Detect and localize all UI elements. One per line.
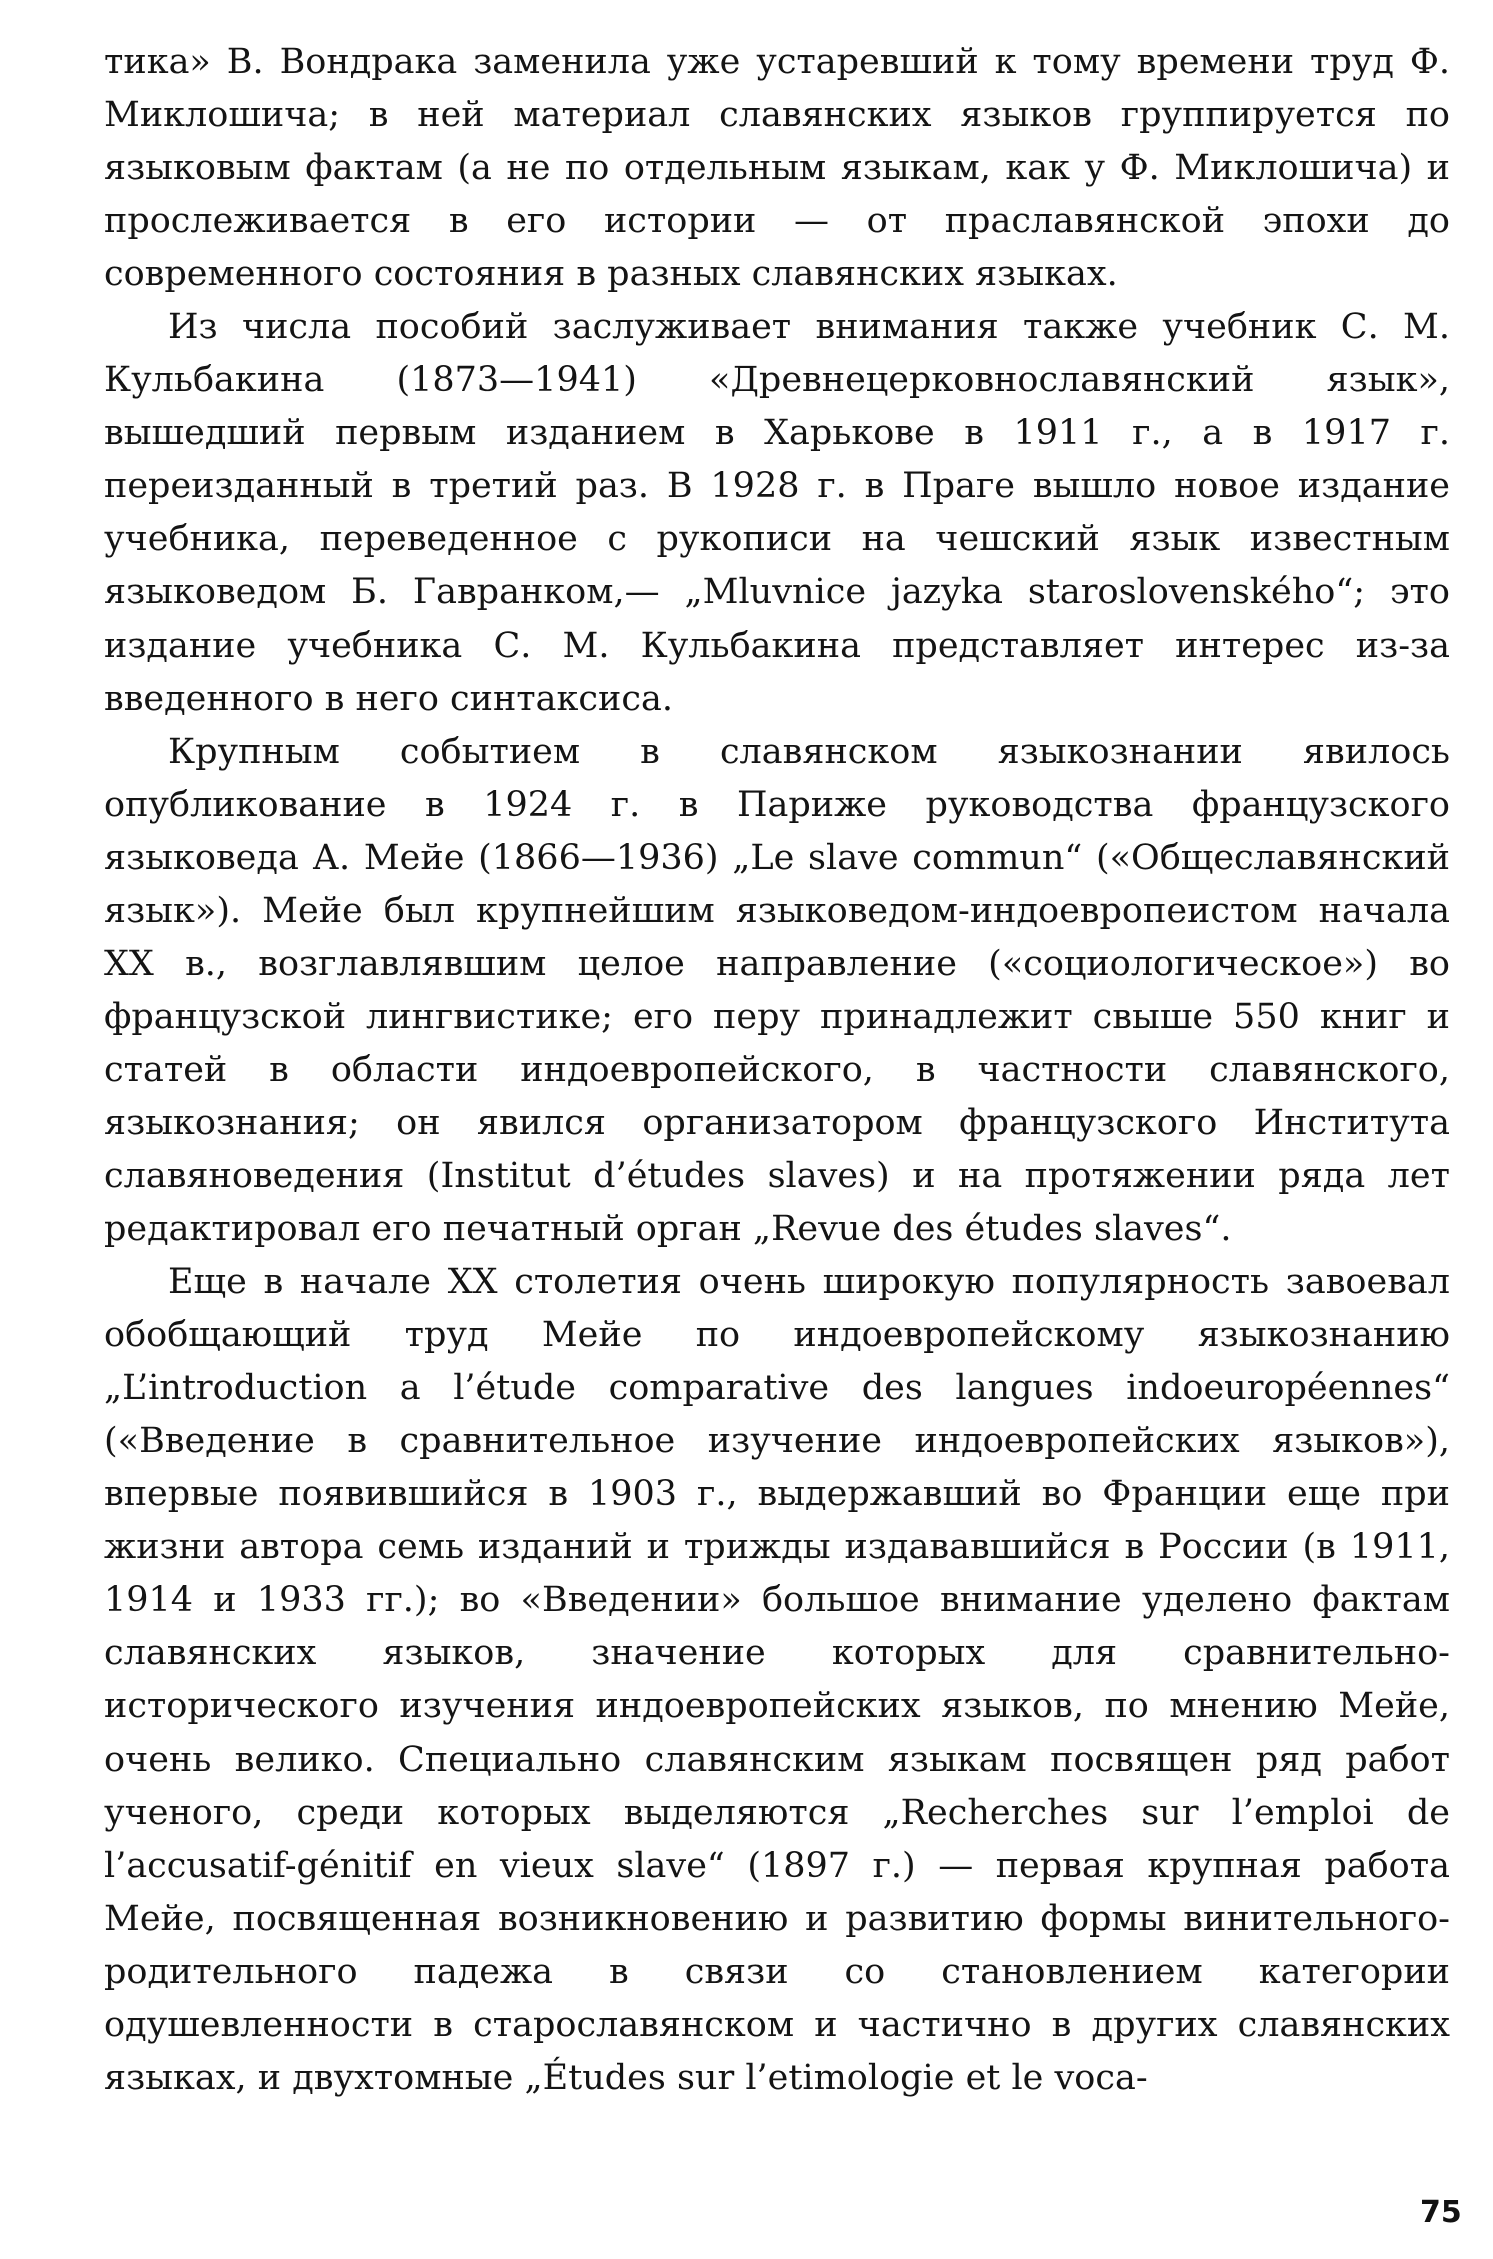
- paragraph-4: Еще в начале XX столетия очень широкую популярность завоевал обобщающий труд Мейе по индоевропейскому языкознанию „L’introduction a l’étude comparative des langues indoeuropéennes“ («Введение в сравнительное изучение индоевропейских языков»), впервые появившийся в 1903 г., выдержавший во Франции еще при жизни автора семь изданий и трижды издававшийся в России (в 1911, 1914 и 1933 гг.); во «Введении» большое внимание уделено фактам славянских языков, значение которых для сравнительно-исторического изучения индоевропейских языков, по мнению Мейе, очень велико. Специально славянским языкам посвящен ряд работ ученого, среди которых выделяются „Recherches sur l’emploi de l’accusatif-génitif en vieux slave“ (1897 г.) — первая крупная работа Мейе, посвященная возникновению и развитию формы винительного-родительного падежа в связи со становлением категории одушевленности в старославянском и частично в других славянских языках, и двухтомные „Études sur l’etimologie et le voca-: [104, 1262, 1450, 2098]
- page-number: 75: [1420, 2195, 1462, 2230]
- paragraph-3: Крупным событием в славянском языкознании явилось опубликование в 1924 г. в Париже руководства французского языковеда А. Мейе (1866—1936) „Le slave commun“ («Общеславянский язык»). Мейе был крупнейшим языковедом-индоевропеистом начала XX в., возглавлявшим целое направление («социологическое») во французской лингвистике; его перу принадлежит свыше 550 книг и статей в области индоевропейского, в частности славянского, языкознания; он явился организатором французского Института славяноведения (Institut d’études slaves) и на протяжении ряда лет редактировал его печатный орган „Revue des études slaves“.: [104, 731, 1450, 1250]
- body-text: [104, 36, 1450, 2105]
- paragraph-1: тика» В. Вондрака заменила уже устаревший к тому времени труд Ф. Миклошича; в ней материал славянских языков группируется по языковым фактам (а не по отдельным языкам, как у Ф. Миклошича) и прослеживается в его истории — от праславянской эпохи до современного состояния в разных славянских языках.: [104, 42, 1450, 295]
- paragraph-2: Из числа пособий заслуживает внимания также учебник С. М. Кульбакина (1873—1941) «Древнецерковнославянский язык», вышедший первым изданием в Харькове в 1911 г., а в 1917 г. переизданный в третий раз. В 1928 г. в Праге вышло новое издание учебника, переведенное с рукописи на чешский язык известным языковедом Б. Гавранком,— „Mluvnice jazyka staroslovenského“; это издание учебника С. М. Кульбакина представляет интерес из-за введенного в него синтаксиса.: [104, 307, 1450, 719]
